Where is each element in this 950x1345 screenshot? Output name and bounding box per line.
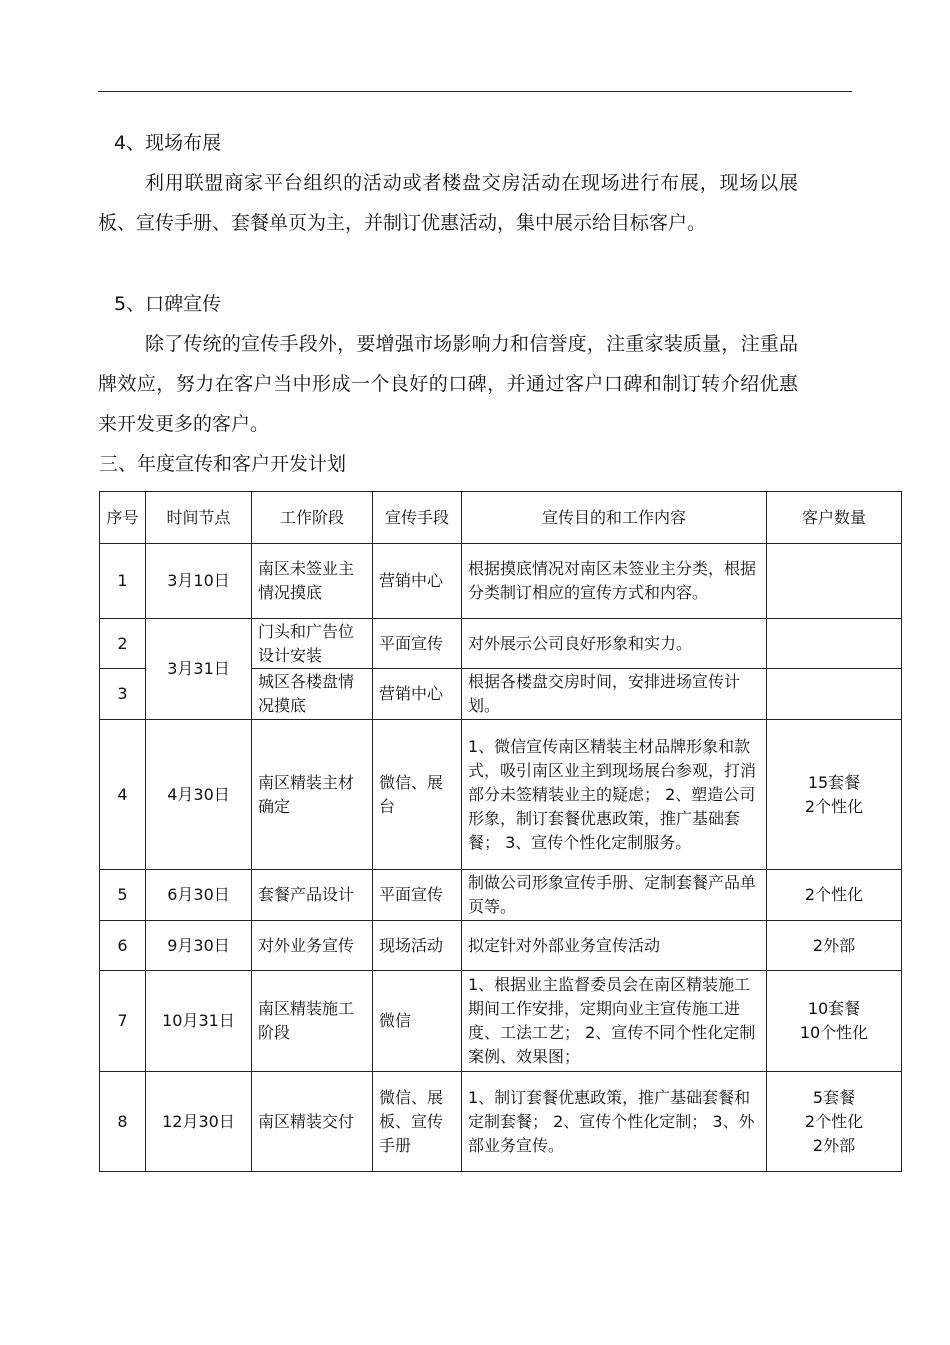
- table-row: [100, 619, 902, 669]
- table-row: [100, 870, 902, 921]
- cell-no: 4: [100, 720, 146, 870]
- cell-date: 3月10日: [146, 544, 252, 619]
- cell-means: 微信、展台: [373, 720, 462, 870]
- cell-content: 对外展示公司良好形象和实力。: [462, 619, 767, 669]
- cell-stage: 南区精装施工阶段: [252, 971, 373, 1072]
- cell-means: 平面宣传: [373, 870, 462, 921]
- cell-clients: 10套餐 10个性化: [767, 971, 902, 1072]
- cell-means: 营销中心: [373, 669, 462, 720]
- cell-stage: 南区精装交付: [252, 1072, 373, 1172]
- cell-content: 根据各楼盘交房时间，安排进场宣传计划。: [462, 669, 767, 720]
- cell-content: 1、制订套餐优惠政策，推广基础套餐和定制套餐； 2、宣传个性化定制； 3、外部业务宣传。: [462, 1072, 767, 1172]
- cell-no: 7: [100, 971, 146, 1072]
- cell-stage: 城区各楼盘情况摸底: [252, 669, 373, 720]
- cell-means: 微信: [373, 971, 462, 1072]
- cell-date: 4月30日: [146, 720, 252, 870]
- cell-clients: 2个性化: [767, 870, 902, 921]
- table-row: [100, 921, 902, 971]
- cell-clients: 2外部: [767, 921, 902, 971]
- section-5-paragraph: 除了传统的宣传手段外，要增强市场影响力和信誉度，注重家装质量，注重品牌效应，努力在客户当中形成一个良好的口碑，并通过客户口碑和制订转介绍优惠来开发更多的客户。: [98, 333, 798, 435]
- header-means: 宣传手段: [373, 492, 462, 544]
- plan-table: [99, 491, 902, 1172]
- table-row: [100, 1072, 902, 1172]
- cell-no: 2: [100, 619, 146, 669]
- cell-clients: [767, 544, 902, 619]
- cell-clients: [767, 669, 902, 720]
- header-content: 宣传目的和工作内容: [462, 492, 767, 544]
- cell-no: 3: [100, 669, 146, 720]
- cell-stage: 套餐产品设计: [252, 870, 373, 921]
- table-row: [100, 720, 902, 870]
- cell-means: 平面宣传: [373, 619, 462, 669]
- cell-no: 1: [100, 544, 146, 619]
- cell-means: 营销中心: [373, 544, 462, 619]
- table-row: [100, 544, 902, 619]
- cell-no: 8: [100, 1072, 146, 1172]
- cell-stage: 南区未签业主情况摸底: [252, 544, 373, 619]
- section-4-paragraph: 利用联盟商家平台组织的活动或者楼盘交房活动在现场进行布展，现场以展板、宣传手册、套餐单页为主，并制订优惠活动，集中展示给目标客户。: [98, 172, 798, 234]
- cell-date: 12月30日: [146, 1072, 252, 1172]
- cell-no: 5: [100, 870, 146, 921]
- table-row: [100, 971, 902, 1072]
- header-clients: 客户数量: [767, 492, 902, 544]
- section-5-heading: 5、口碑宣传: [114, 293, 222, 315]
- cell-clients: 5套餐 2个性化 2外部: [767, 1072, 902, 1172]
- cell-stage: 门头和广告位设计安装: [252, 619, 373, 669]
- cell-content: 制做公司形象宣传手册、定制套餐产品单页等。: [462, 870, 767, 921]
- cell-clients: [767, 619, 902, 669]
- cell-no: 6: [100, 921, 146, 971]
- cell-date: 10月31日: [146, 971, 252, 1072]
- cell-content: 1、微信宣传南区精装主材品牌形象和款式，吸引南区业主到现场展台参观，打消部分未签精装业主的疑虑； 2、塑造公司形象，制订套餐优惠政策，推广基础套餐； 3、宣传个性化定制服务。: [462, 720, 767, 870]
- cell-date: 6月30日: [146, 870, 252, 921]
- section-4-heading: 4、现场布展: [114, 132, 222, 154]
- cell-means: 现场活动: [373, 921, 462, 971]
- section-3-title: 三、年度宣传和客户开发计划: [99, 453, 347, 475]
- cell-clients: 15套餐 2个性化: [767, 720, 902, 870]
- header-stage: 工作阶段: [252, 492, 373, 544]
- cell-content: 根据摸底情况对南区未签业主分类，根据分类制订相应的宣传方式和内容。: [462, 544, 767, 619]
- header-date: 时间节点: [146, 492, 252, 544]
- cell-date: 3月31日: [146, 619, 252, 720]
- table-header-row: [100, 492, 902, 544]
- header-rule: [98, 91, 852, 92]
- cell-content: 1、根据业主监督委员会在南区精装施工期间工作安排，定期向业主宣传施工进度、工法工艺； 2、宣传不同个性化定制案例、效果图；: [462, 971, 767, 1072]
- cell-date: 9月30日: [146, 921, 252, 971]
- cell-stage: 对外业务宣传: [252, 921, 373, 971]
- header-no: 序号: [100, 492, 146, 544]
- cell-means: 微信、展板、宣传手册: [373, 1072, 462, 1172]
- cell-stage: 南区精装主材确定: [252, 720, 373, 870]
- cell-content: 拟定针对外部业务宣传活动: [462, 921, 767, 971]
